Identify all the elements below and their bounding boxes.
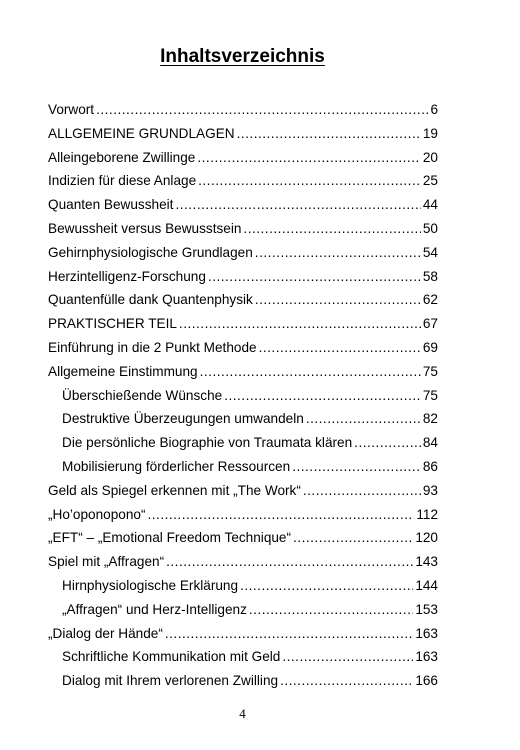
dot-leader xyxy=(243,217,420,241)
toc-entry-label: Geld als Spiegel erkennen mit „The Work“ xyxy=(48,482,301,498)
dot-leader xyxy=(280,669,413,693)
page-title: Inhaltsverzeichnis xyxy=(160,46,325,67)
toc-entry xyxy=(48,455,438,479)
dot-leader xyxy=(293,526,413,550)
table-of-contents xyxy=(48,98,438,693)
toc-entry xyxy=(48,288,438,312)
dot-leader xyxy=(259,336,421,360)
dot-leader xyxy=(179,312,421,336)
dot-leader xyxy=(175,193,420,217)
toc-entry-label: Destruktive Überzeugungen umwandeln xyxy=(62,411,304,427)
dot-leader xyxy=(249,598,413,622)
toc-entry xyxy=(48,526,438,550)
toc-entry xyxy=(48,645,438,669)
toc-entry xyxy=(48,384,438,408)
toc-entry xyxy=(48,98,438,122)
toc-entry-page: 153 xyxy=(415,601,438,617)
toc-entry-page: 69 xyxy=(422,339,438,355)
toc-entry-page: 120 xyxy=(415,530,438,546)
toc-entry-label: Mobilisierung förderlicher Ressourcen xyxy=(62,458,291,474)
toc-entry xyxy=(48,312,438,336)
dot-leader xyxy=(354,431,421,455)
dot-leader xyxy=(96,98,428,122)
toc-entry xyxy=(48,360,438,384)
toc-entry xyxy=(48,169,438,193)
toc-entry-page: 112 xyxy=(416,506,438,522)
dot-leader xyxy=(306,407,421,431)
dot-leader xyxy=(303,479,421,503)
toc-entry-page: 67 xyxy=(422,316,438,332)
dot-leader xyxy=(200,360,421,384)
toc-entry xyxy=(48,550,438,574)
toc-entry xyxy=(48,598,438,622)
toc-entry-page: 93 xyxy=(422,482,438,498)
toc-entry-page: 6 xyxy=(430,102,438,117)
toc-entry xyxy=(48,122,438,146)
page-number: 4 xyxy=(239,706,246,721)
toc-entry-label: Hirnphysiologische Erklärung xyxy=(62,577,239,593)
toc-entry xyxy=(48,265,438,289)
toc-entry-label: PRAKTISCHER TEIL xyxy=(48,316,177,332)
dot-leader xyxy=(224,384,421,408)
toc-entry-page: 143 xyxy=(415,554,438,570)
toc-entry-label: Vorwort xyxy=(48,102,95,117)
toc-entry-page: 166 xyxy=(415,673,438,689)
toc-entry-label: Indizien für diese Anlage xyxy=(48,173,197,189)
dot-leader xyxy=(292,455,421,479)
toc-entry-page: 86 xyxy=(422,458,438,474)
toc-entry xyxy=(48,479,438,503)
dot-leader xyxy=(198,169,421,193)
toc-entry-label: Quantenfülle dank Quantenphysik xyxy=(48,292,253,308)
toc-entry-label: Dialog mit Ihrem verlorenen Zwilling xyxy=(62,673,279,689)
toc-entry-page: 19 xyxy=(422,125,438,141)
toc-entry xyxy=(48,503,438,527)
toc-entry-page: 84 xyxy=(422,435,438,451)
toc-entry xyxy=(48,146,438,170)
toc-entry-label: Überschießende Wünsche xyxy=(62,387,223,403)
toc-entry-page: 75 xyxy=(422,363,438,379)
toc-entry-label: Die persönliche Biographie von Traumata klären xyxy=(62,435,353,451)
toc-entry-label: Herzintelligenz-Forschung xyxy=(48,268,206,284)
dot-leader xyxy=(255,288,421,312)
toc-entry-page: 62 xyxy=(422,292,438,308)
toc-entry-page: 144 xyxy=(415,577,438,593)
toc-entry-page: 44 xyxy=(422,197,438,213)
toc-entry-label: Schriftliche Kommunikation mit Geld xyxy=(62,649,281,665)
dot-leader xyxy=(166,550,413,574)
toc-entry xyxy=(48,669,438,693)
toc-entry-label: ALLGEMEINE GRUNDLAGEN xyxy=(48,125,235,141)
toc-entry-label: Alleingeborene Zwillinge xyxy=(48,149,196,165)
toc-entry xyxy=(48,241,438,265)
toc-entry-label: „Ho’oponopono“ xyxy=(48,506,146,522)
toc-entry-page: 25 xyxy=(422,173,438,189)
toc-entry-page: 58 xyxy=(422,268,438,284)
dot-leader xyxy=(237,122,421,146)
toc-entry xyxy=(48,336,438,360)
toc-entry xyxy=(48,431,438,455)
toc-entry-label: Spiel mit „Affragen“ xyxy=(48,554,165,570)
dot-leader xyxy=(197,146,421,170)
toc-entry xyxy=(48,193,438,217)
toc-entry xyxy=(48,622,438,646)
toc-entry xyxy=(48,574,438,598)
toc-entry-label: Allgemeine Einstimmung xyxy=(48,363,198,379)
toc-entry-label: Gehirnphysiologische Grundlagen xyxy=(48,244,253,260)
dot-leader xyxy=(240,574,413,598)
toc-entry-label: Bewussheit versus Bewusstsein xyxy=(48,220,242,236)
toc-entry-page: 82 xyxy=(422,411,438,427)
toc-entry-page: 20 xyxy=(422,149,438,165)
dot-leader xyxy=(282,645,413,669)
dot-leader xyxy=(255,241,421,265)
toc-entry-label: Quanten Bewussheit xyxy=(48,197,174,213)
toc-entry-page: 163 xyxy=(415,649,438,665)
dot-leader xyxy=(208,265,421,289)
toc-entry xyxy=(48,217,438,241)
toc-entry-label: „Affragen“ und Herz-Intelligenz xyxy=(62,601,247,617)
toc-entry-label: „Dialog der Hände“ xyxy=(48,625,163,641)
toc-entry-page: 75 xyxy=(422,387,438,403)
dot-leader xyxy=(148,503,415,527)
toc-entry-page: 163 xyxy=(415,625,438,641)
toc-entry-label: „EFT“ – „Emotional Freedom Technique“ xyxy=(48,530,292,546)
toc-entry-page: 54 xyxy=(422,244,438,260)
dot-leader xyxy=(165,622,413,646)
toc-entry-page: 50 xyxy=(422,220,438,236)
toc-entry xyxy=(48,407,438,431)
toc-entry-label: Einführung in die 2 Punkt Methode xyxy=(48,339,257,355)
